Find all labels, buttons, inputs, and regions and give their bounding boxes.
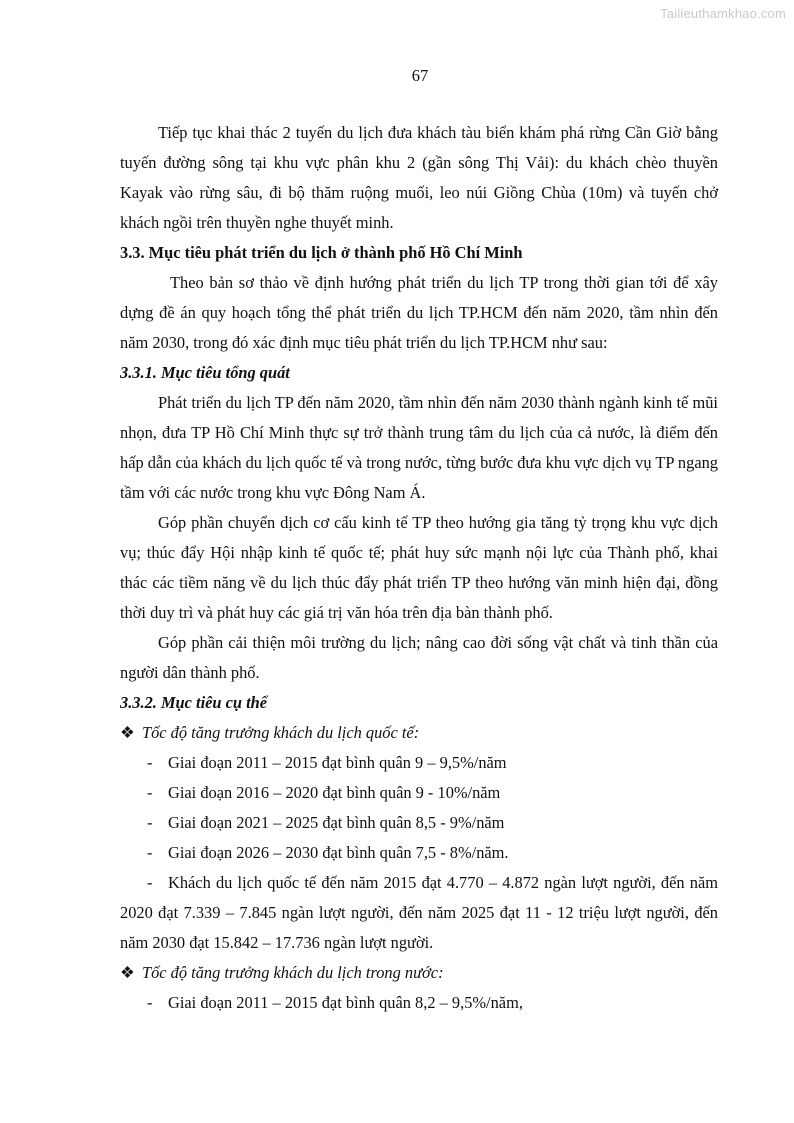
list-item [120, 868, 718, 958]
general-goal-paragraph-2: Góp phần chuyển dịch cơ cấu kinh tế TP theo hướng gia tăng tỷ trọng khu vực dịch vụ; thúc đẩy Hội nhập kinh tế quốc tế; phát huy sức mạnh nội lực của Thành phố, khai thác các tiềm năng về du lịch thúc đẩy phát triển TP theo hướng văn minh hiện đại, đồng thời duy trì và phát huy các giá trị văn hóa trên địa bàn thành phố. [120, 513, 718, 622]
domestic-growth-title-text: Tốc độ tăng trưởng khách du lịch trong nước: [142, 963, 444, 982]
list-item [120, 748, 718, 778]
diamond-bullet-icon: ❖ [120, 963, 135, 982]
international-growth-title-text: Tốc độ tăng trưởng khách du lịch quốc tế: [142, 723, 420, 742]
list-item-text: Khách du lịch quốc tế đến năm 2015 đạt 4.770 – 4.872 ngàn lượt người, đến năm 2020 đạt 7.339 – 7.845 ngàn lượt người, đến năm 2025 đạt 11 - 12 triệu lượt người, đến năm 2030 đạt 15.842 – 17.736 ngàn lượt người. [120, 873, 718, 952]
list-item [120, 808, 718, 838]
list-item [120, 838, 718, 868]
list-item-text: Giai đoạn 2026 – 2030 đạt bình quân 7,5 - 8%/năm. [168, 843, 509, 862]
domestic-growth-title [120, 958, 718, 988]
general-goal-paragraph-1: Phát triển du lịch TP đến năm 2020, tầm nhìn đến năm 2030 thành ngành kinh tế mũi nhọn, đưa TP Hồ Chí Minh thực sự trở thành trung tâm du lịch của cả nước, là điểm đến hấp dẫn của khách du lịch quốc tế và trong nước, từng bước đưa khu vực dịch vụ TP ngang tầm với các nước trong khu vực Đông Nam Á. [120, 393, 718, 502]
section-3-3-1-heading: 3.3.1. Mục tiêu tổng quát [120, 363, 290, 382]
list-item [120, 778, 718, 808]
section-3-3-body: Theo bản sơ thảo về định hướng phát triển du lịch TP trong thời gian tới để xây dựng đề án quy hoạch tổng thể phát triển du lịch TP.HCM đến năm 2020, tầm nhìn đến năm 2030, trong đó xác định mục tiêu phát triển du lịch TP.HCM như sau: [120, 273, 718, 352]
dash-marker: - [147, 993, 153, 1012]
general-goal-paragraph-3: Góp phần cải thiện môi trường du lịch; nâng cao đời sống vật chất và tinh thần của người dân thành phố. [120, 633, 718, 682]
list-item-text: Giai đoạn 2016 – 2020 đạt bình quân 9 - 10%/năm [168, 783, 501, 802]
document-body [120, 118, 718, 1018]
dash-marker: - [147, 783, 153, 802]
international-growth-title [120, 718, 718, 748]
list-item-text: Giai đoạn 2011 – 2015 đạt bình quân 9 – 9,5%/năm [168, 753, 507, 772]
dash-marker: - [147, 753, 153, 772]
dash-marker: - [147, 843, 153, 862]
diamond-bullet-icon: ❖ [120, 723, 135, 742]
dash-marker: - [147, 873, 153, 892]
dash-marker: - [147, 813, 153, 832]
list-item [120, 988, 718, 1018]
page-number: 67 [411, 66, 429, 85]
watermark: Tailieuthamkhao.com [660, 6, 786, 21]
list-item-text: Giai đoạn 2021 – 2025 đạt bình quân 8,5 - 9%/năm [168, 813, 505, 832]
intro-paragraph: Tiếp tục khai thác 2 tuyến du lịch đưa khách tàu biển khám phá rừng Cần Giờ bằng tuyến đường sông tại khu vực phân khu 2 (gần sông Thị Vải): du khách chèo thuyền Kayak vào rừng sâu, đi bộ thăm ruộng muối, leo núi Giồng Chùa (10m) và tuyến chở khách ngồi trên thuyền nghe thuyết minh. [120, 123, 718, 232]
section-3-3-2-heading: 3.3.2. Mục tiêu cụ thể [120, 693, 268, 712]
section-3-3-heading: 3.3. Mục tiêu phát triển du lịch ở thành phố Hồ Chí Minh [120, 243, 523, 262]
list-item-text: Giai đoạn 2011 – 2015 đạt bình quân 8,2 – 9,5%/năm, [168, 993, 523, 1012]
